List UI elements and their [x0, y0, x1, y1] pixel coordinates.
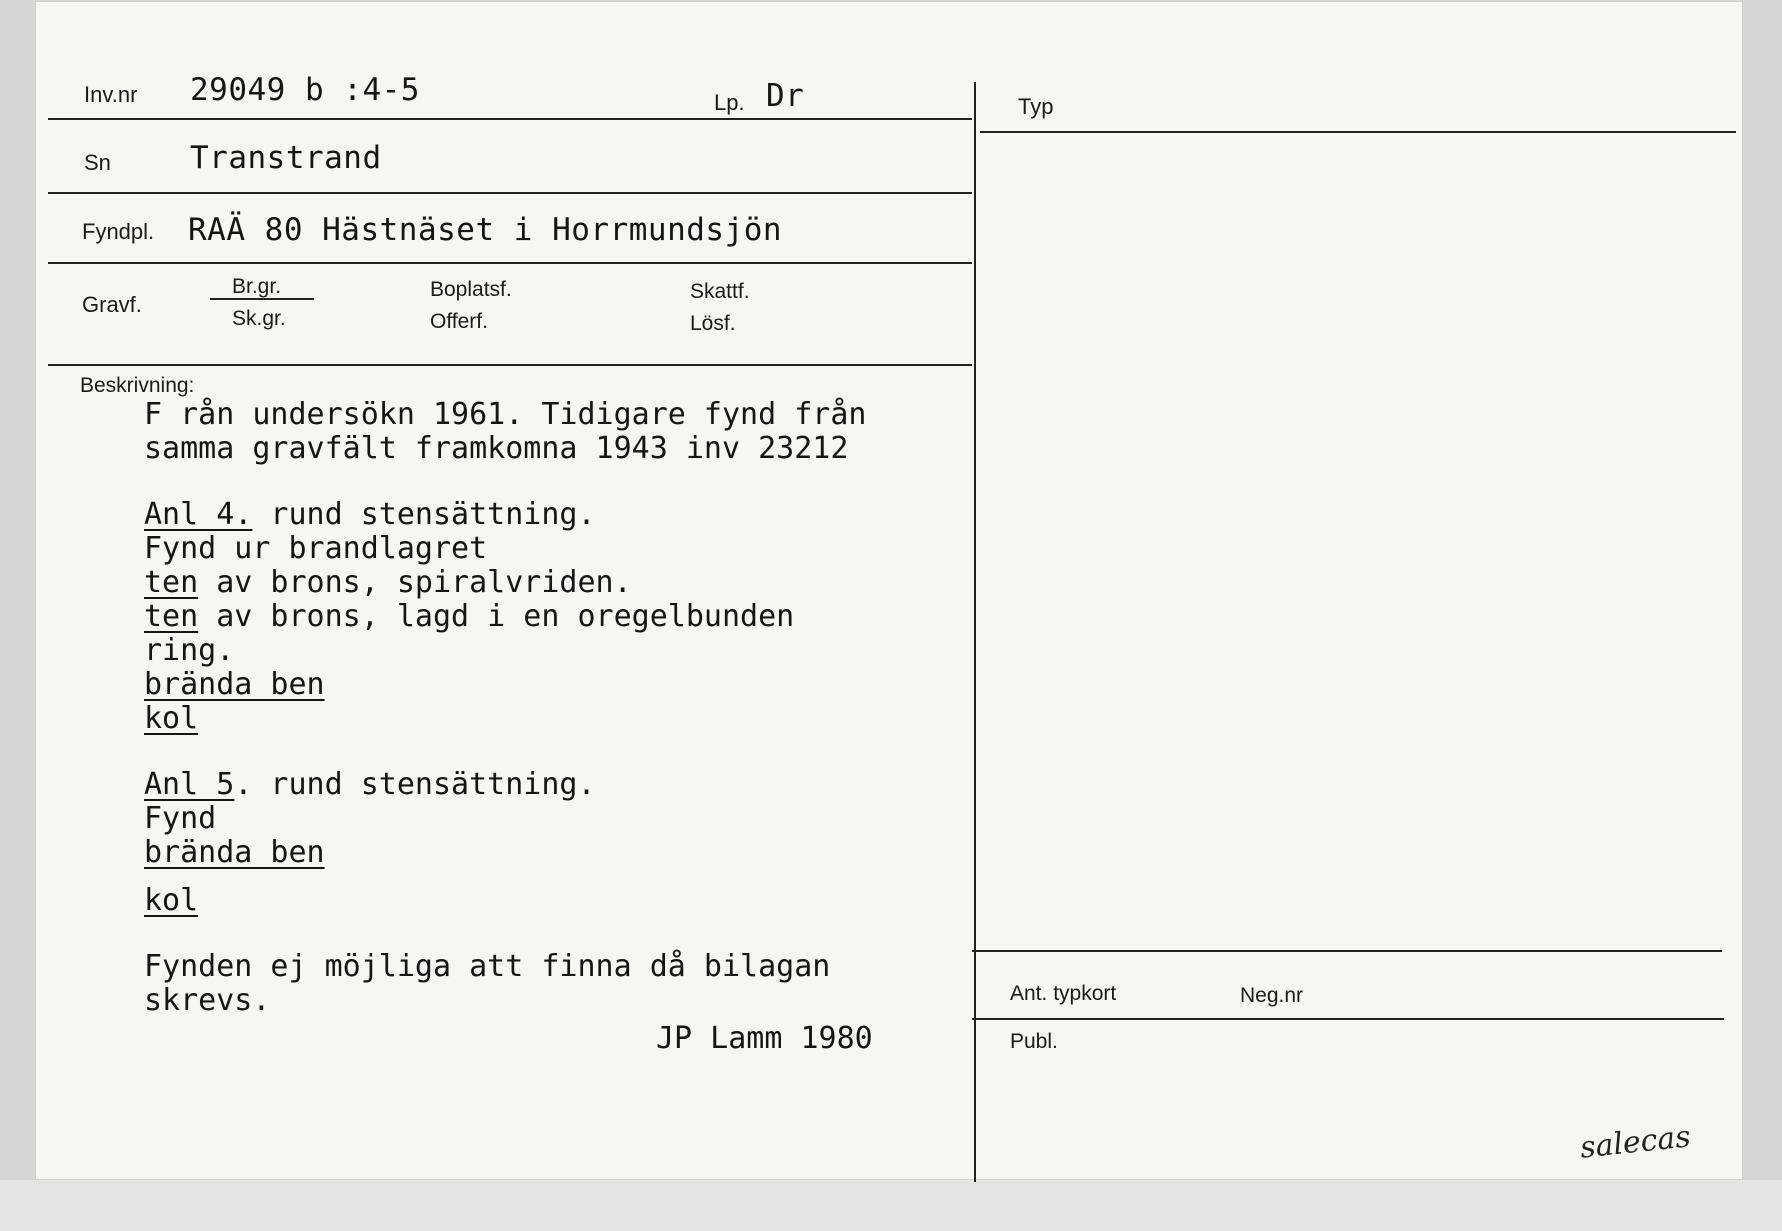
- anl4-heading: Anl 4.: [144, 497, 253, 532]
- description-text: [144, 398, 1004, 1056]
- sn-value: Transtrand: [190, 140, 382, 176]
- divider-line: [972, 950, 1722, 952]
- anl4-item: [144, 566, 1004, 600]
- anl5-item2: kol: [144, 883, 199, 918]
- anl5-fynd: Fynd: [144, 801, 217, 836]
- neg-nr-label: Neg.nr: [1240, 984, 1304, 1007]
- lp-label: Lp.: [714, 90, 745, 115]
- boplatsf-label: Boplatsf.: [430, 278, 512, 301]
- publ-label: Publ.: [1010, 1030, 1058, 1053]
- anl4-item3: brända ben: [144, 667, 325, 702]
- handwritten-note: salecas: [1578, 1119, 1693, 1166]
- description-line: samma gravfält framkomna 1943 inv 23212: [144, 431, 849, 466]
- divider-line: [48, 192, 972, 194]
- sn-label: Sn: [84, 150, 111, 175]
- beskrivning-label: Beskrivning:: [80, 374, 195, 397]
- inv-nr-label: Inv.nr: [84, 82, 138, 107]
- divider-line: [48, 262, 972, 264]
- anl5-heading-line: [144, 768, 1004, 802]
- typ-label: Typ: [1018, 94, 1054, 119]
- anl4-item2-continuation: ring.: [144, 633, 235, 668]
- fyndpl-label: Fyndpl.: [82, 219, 155, 244]
- closing-line: skrevs.: [144, 983, 271, 1018]
- scan-background: [0, 1180, 1782, 1231]
- gravf-label: Gravf.: [82, 292, 142, 317]
- anl4-item2-keyword: ten: [144, 599, 199, 634]
- anl4-heading-rest: rund stensättning.: [252, 497, 596, 532]
- offerf-label: Offerf.: [430, 310, 488, 333]
- br-gr-underline: [210, 298, 314, 300]
- anl4-item1-rest: av brons, spiralvriden.: [198, 565, 632, 600]
- signature: JP Lamm 1980: [656, 1021, 873, 1056]
- fyndpl-value: RAÄ 80 Hästnäset i Horrmundsjön: [188, 212, 783, 248]
- closing-line: Fynden ej möjliga att finna då bilagan: [144, 949, 831, 984]
- divider-line: [980, 131, 1736, 133]
- anl4-heading-line: [144, 498, 1004, 532]
- anl4-item2-rest: av brons, lagd i en oregelbunden: [198, 599, 795, 634]
- anl4-item4: kol: [144, 701, 199, 736]
- ant-typkort-label: Ant. typkort: [1010, 982, 1117, 1005]
- sk-gr-label: Sk.gr.: [232, 307, 286, 330]
- anl4-item: [144, 600, 1004, 634]
- anl5-heading: Anl 5: [144, 767, 235, 802]
- losf-label: Lösf.: [690, 312, 736, 335]
- br-gr-label: Br.gr.: [232, 275, 282, 298]
- divider-line: [48, 118, 972, 120]
- divider-line: [48, 364, 972, 366]
- divider-line: [972, 1018, 1724, 1020]
- anl4-item1-keyword: ten: [144, 565, 199, 600]
- anl5-item1: brända ben: [144, 835, 325, 870]
- anl4-fynd: Fynd ur brandlagret: [144, 531, 488, 566]
- inv-nr-value: 29049 b :4-5: [190, 72, 420, 108]
- anl5-heading-rest: . rund stensättning.: [234, 767, 596, 802]
- lp-value: Dr: [766, 78, 805, 114]
- description-line: F rån undersökn 1961. Tidigare fynd från: [144, 397, 867, 432]
- skattf-label: Skattf.: [690, 280, 750, 303]
